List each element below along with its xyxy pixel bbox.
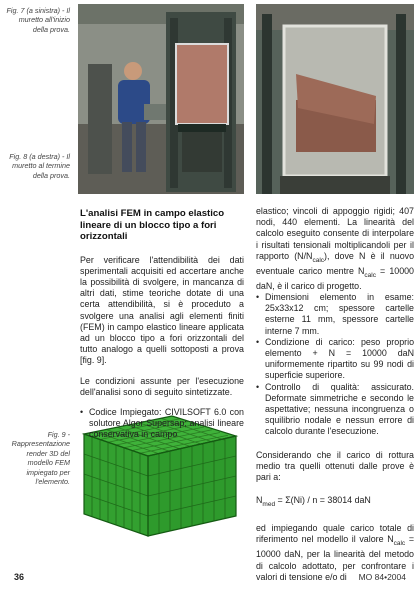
page-number: 36 (14, 572, 25, 582)
fig9-caption: Fig. 9 - Rappresentazione render 3D del modello FEM impiegato per l'elemento. (11, 430, 70, 487)
paragraph-intro: Per verificare l'attendibilità dei dati sperimentali acquisiti ed accertare anche la possibilità di svolgere, in mancanza di altri dati, stime teoriche dotate di una certa attendibilità, si è proceduto a svolgere una analisi agli elementi finiti (FEM) in campo elastico lineare applicata ad un blocco tipo a fori orizzontali del tutto analogo a quelli sottoposti a prova [fig. 9]. (80, 254, 244, 366)
bullet-load: • Condizione di carico: peso proprio elemento + N = 10000 daN uniformemente ripartito su 99 nodi di superficie superiore. (256, 337, 414, 382)
fig8-photo (256, 4, 414, 194)
bullet-dimensions: • Dimensioni elemento in esame: 25x33x12 cm; spessore cartelle esterne 11 mm, spessore cartelle interne 7 mm. (256, 292, 414, 337)
right-text-column (256, 206, 414, 592)
fig7-photo (78, 4, 244, 194)
conditions-list (80, 407, 244, 441)
paragraph-considering: Considerando che il carico di rottura medio tra quelli ottenuti dalle prove è pari a: (256, 449, 414, 483)
paragraph-continued: elastico; vincoli di appoggio rigidi; 407 nodi, 440 elementi. La linearità del calcolo eseguito consente di interpolare i risultati tensionali moltiplicandoli per il rapporto $(N/N_{calc})$, dove N è il nuovo eventuale carico mentre $N_{calc} = 10000$ daN, è il carico di progetto. (256, 206, 414, 291)
fig7-caption: Fig. 7 (a sinistra) - Il muretto all'inizio della prova. (6, 6, 70, 34)
section-heading: L'analisi FEM in campo elastico lineare di un blocco tipo a fori orizzontali (80, 208, 225, 242)
conditions-list-continued (256, 292, 414, 438)
formula-nmed: $N_{med} = \Sigma(Ni) / n = 38014$ daN (256, 495, 371, 509)
paragraph-reference: ed impiegando quale carico totale di riferimento nel modello il valore $N_{calc} = 10000$ daN, per la linearità del metodo di calcolo adottato, per confrontare i valori di tensione e/o di (256, 523, 415, 582)
fig8-caption: Fig. 8 (a destra) - Il muretto al termine della prova. (9, 152, 70, 180)
issue-label: MO 84•2004 (358, 572, 406, 582)
left-text-column (80, 208, 244, 450)
paragraph-conditions: Le condizioni assunte per l'esecuzione dell'analisi sono di seguito sintetizzate. (80, 375, 244, 397)
bullet-quality: • Controllo di qualità: assicurato. Deformate simmetriche e secondo le aspettative; nessuna incongruenza o squilibrio nodale e nessun errore di calcolo durante l'esecuzione. (256, 382, 414, 438)
bullet-code: • Codice Impiegato: CIVILSOFT 6.0 con solutore Algor Supersap; analisi lineare conservativa in campo (80, 407, 244, 441)
